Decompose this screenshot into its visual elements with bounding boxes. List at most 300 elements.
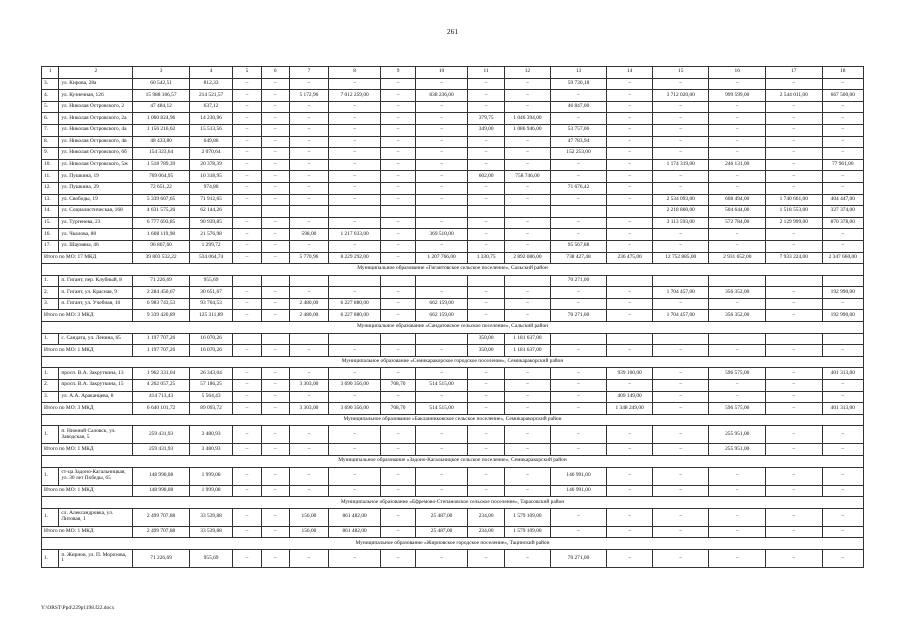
value-cell: – [468,78,505,90]
value-cell [822,275,863,287]
value-cell: 3 113 593,00 [652,217,709,229]
total-cell: 738 427,48 [550,252,607,264]
value-cell: – [381,159,416,171]
value-cell: – [607,298,653,310]
value-cell: – [766,171,823,183]
value-cell: 46 847,00 [550,101,607,113]
address-cell: ул. Чкалова, 88 [59,229,133,241]
address-cell: ул. Николая Островского, 4в [59,136,133,148]
value-cell: – [468,298,505,310]
value-cell: 602,00 [468,171,505,183]
total-cell: 534 064,74 [189,252,232,264]
value-cell: – [468,380,505,392]
value-cell: – [607,90,653,102]
value-cell: – [766,287,823,299]
total-row [42,444,864,456]
value-cell: – [468,229,505,241]
value-cell: 2 534 093,00 [652,194,709,206]
total-cell: – [233,252,261,264]
value-cell: – [709,113,766,125]
table-row [42,206,864,218]
table-row [42,136,864,148]
total-row [42,310,864,322]
value-cell: – [607,426,653,444]
address-cell: ст-ца Задоно-Кагальницкая, ул. 30 лет Победы, 65 [59,467,133,485]
value-cell: – [233,391,261,403]
table-row [42,287,864,299]
value-cell: 154 323,64 [133,148,190,160]
total-cell: 234,00 [468,526,505,538]
value-cell: – [550,287,607,299]
address-cell: ул. Шаумяна, 46 [59,240,133,252]
value-cell: – [415,391,467,403]
total-cell: – [505,310,551,322]
row-number: 10. [42,159,59,171]
value-cell: – [709,101,766,113]
value-cell: – [289,113,328,125]
value-cell: – [261,136,289,148]
value-cell: – [289,171,328,183]
value-cell: 637,12 [189,101,232,113]
total-cell: – [468,444,505,456]
value-cell: – [261,240,289,252]
row-number: 3. [42,78,59,90]
value-cell: 1 086 946,00 [505,124,551,136]
total-cell: – [261,444,289,456]
value-cell: – [822,171,863,183]
total-cell: – [550,526,607,538]
value-cell: 1 608 119,98 [133,229,190,241]
value-cell: 955,69 [189,549,232,567]
value-cell: – [381,240,416,252]
value-cell: – [607,182,653,194]
value-cell: – [261,391,289,403]
total-cell: 39 803 532,22 [133,252,190,264]
value-cell: 71 912,65 [189,194,232,206]
total-cell: 148 990,08 [133,485,190,497]
column-number: 4 [189,67,232,79]
value-cell: 59 730,18 [550,78,607,90]
value-cell: 2 544 011,00 [766,90,823,102]
value-cell: – [550,90,607,102]
value-cell: 156,00 [289,508,328,526]
value-cell: – [468,467,505,485]
value-cell: – [329,194,381,206]
total-label: Итого по МО: 1 МКД [42,444,133,456]
value-cell: – [381,229,416,241]
value-cell: – [329,148,381,160]
value-cell: 1 156 216,62 [133,124,190,136]
value-cell: – [289,426,328,444]
total-cell: 33 539,88 [189,526,232,538]
value-cell: – [505,368,551,380]
row-number: 1. [42,549,59,567]
municipality-section-row [42,356,864,368]
value-cell: – [766,101,823,113]
value-cell: 649,86 [189,136,232,148]
value-cell: – [505,217,551,229]
total-cell: 1 348 249,00 [607,403,653,415]
municipality-section-row [42,414,864,426]
value-cell: – [822,467,863,485]
value-cell: – [381,391,416,403]
value-cell: – [822,426,863,444]
value-cell: – [415,194,467,206]
total-cell: 3 303,00 [289,403,328,415]
value-cell: – [468,159,505,171]
value-cell: 1 518 789,39 [133,159,190,171]
value-cell: – [766,148,823,160]
row-number: 1. [42,508,59,526]
value-cell: – [468,217,505,229]
total-cell: 1 330,75 [468,252,505,264]
value-cell: – [289,217,328,229]
total-cell: – [822,485,863,497]
value-cell: – [550,426,607,444]
value-cell: – [607,78,653,90]
value-cell: – [261,368,289,380]
value-cell: 414 713,43 [133,391,190,403]
value-cell: – [289,194,328,206]
table-row [42,101,864,113]
value-cell [550,206,607,218]
address-cell: ул. Николая Островского, 4а [59,124,133,136]
value-cell: – [381,182,416,194]
total-cell: – [233,526,261,538]
value-cell: – [415,426,467,444]
total-row [42,403,864,415]
total-cell: – [550,403,607,415]
value-cell: 5 564,43 [189,391,232,403]
value-cell: 2 129 999,00 [766,217,823,229]
address-cell: ул. Николая Островского, 2а [59,113,133,125]
value-cell: 4 631 575,26 [133,206,190,218]
value-cell: – [381,467,416,485]
value-cell: – [415,148,467,160]
value-cell: 1 518 553,00 [766,206,823,218]
value-cell: – [468,194,505,206]
value-cell: – [505,194,551,206]
value-cell: – [261,298,289,310]
value-cell: – [505,298,551,310]
value-cell: – [381,136,416,148]
value-cell: – [822,549,863,567]
table-row [42,391,864,403]
value-cell: 838 236,00 [415,90,467,102]
page-number: 261 [446,27,459,36]
value-cell: 5 172,96 [289,90,328,102]
column-number: 11 [468,67,505,79]
total-cell: – [381,444,416,456]
value-cell: – [381,549,416,567]
value-cell: 514 515,00 [415,380,467,392]
value-cell: – [381,426,416,444]
value-cell: – [233,78,261,90]
value-cell: 4 262 057,25 [133,380,190,392]
value-cell: 409 149,00 [607,391,653,403]
total-cell: 16 070,26 [189,345,232,357]
total-cell: 70 271,00 [550,310,607,322]
total-label: Итого по МО: 1 МКД [42,526,133,538]
value-cell: – [652,426,709,444]
value-cell: – [766,229,823,241]
municipality-section-row [42,456,864,468]
total-cell: 3 480,93 [189,444,232,456]
value-cell: – [381,368,416,380]
value-cell: – [261,549,289,567]
table-row [42,78,864,90]
value-cell [289,275,328,287]
value-cell: – [550,298,607,310]
value-cell: – [233,171,261,183]
total-cell: – [505,444,551,456]
column-number: 13 [550,67,607,79]
value-cell: 246 131,00 [709,159,766,171]
value-cell: – [289,240,328,252]
value-cell: – [381,217,416,229]
value-cell: – [468,426,505,444]
value-cell [381,206,416,218]
value-cell: – [607,549,653,567]
value-cell: – [233,298,261,310]
row-number: 1. [42,426,59,444]
value-cell: – [550,368,607,380]
value-cell: 16 070,26 [189,333,232,345]
total-cell: – [289,485,328,497]
total-cell: – [415,485,467,497]
column-number: 8 [329,67,381,79]
total-cell: – [652,526,709,538]
value-cell: 2 218 860,00 [652,206,709,218]
row-number: 15. [42,217,59,229]
total-cell: – [329,485,381,497]
total-cell: – [415,444,467,456]
row-number: 12. [42,182,59,194]
value-cell: – [822,148,863,160]
value-cell: – [822,240,863,252]
column-number: 9 [381,67,416,79]
municipality-title: Муниципальное образование «Жирновское городское поселение», Тацинский район [42,538,864,550]
column-number: 6 [261,67,289,79]
value-cell: 30 651,67 [189,287,232,299]
value-cell: – [766,368,823,380]
value-cell: – [652,171,709,183]
value-cell: 2 070,64 [189,148,232,160]
value-cell: – [381,148,416,160]
value-cell: – [415,101,467,113]
value-cell: – [415,467,467,485]
value-cell: – [329,136,381,148]
value-cell: – [822,136,863,148]
municipality-title: Муниципальное образование «Сандатовское сельское поселение», Сальский район [42,322,864,334]
value-cell: – [505,229,551,241]
total-cell: 9 339 420,89 [133,310,190,322]
value-cell: – [329,182,381,194]
row-number: 9. [42,148,59,160]
value-cell: 234,00 [468,508,505,526]
table-row [42,368,864,380]
value-cell: 26 343,04 [189,368,232,380]
value-cell [415,275,467,287]
total-label: Итого по МО: 3 МКД [42,403,133,415]
total-row [42,485,864,497]
value-cell: – [329,113,381,125]
value-cell: 596 575,00 [709,368,766,380]
total-cell: – [381,310,416,322]
table-row [42,549,864,567]
value-cell: – [505,467,551,485]
value-cell: – [233,287,261,299]
value-cell: – [415,124,467,136]
value-cell: – [607,229,653,241]
value-cell: 95 567,88 [550,240,607,252]
value-cell: 33 539,88 [189,508,232,526]
value-cell: – [550,229,607,241]
value-cell: – [607,159,653,171]
value-cell [505,275,551,287]
value-cell: 47 484,12 [133,101,190,113]
value-cell: – [261,287,289,299]
value-cell: – [709,298,766,310]
value-cell: – [652,298,709,310]
value-cell: – [766,240,823,252]
value-cell: – [329,467,381,485]
value-cell: 870 378,00 [822,217,863,229]
value-cell [822,333,863,345]
value-cell: – [329,159,381,171]
total-cell: 2 892 086,00 [505,252,551,264]
total-cell: – [233,345,261,357]
value-cell: – [233,159,261,171]
housing-repair-table [41,66,864,568]
value-cell: – [652,229,709,241]
row-number: 17. [42,240,59,252]
municipality-title: Муниципальное образование «Ефремово-Степановское сельское поселение», Тарасовский район [42,497,864,509]
table-row [42,426,864,444]
value-cell: – [709,391,766,403]
total-cell: – [709,526,766,538]
value-cell: – [607,287,653,299]
total-cell: – [652,403,709,415]
value-cell: – [652,113,709,125]
total-cell: – [709,485,766,497]
municipality-title: Муниципальное образование «Гигантовское сельское поселение», Сальский район [42,264,864,276]
file-path: Y:\ORST\Ppd\229p1198.f22.docx [41,605,115,611]
table-row [42,380,864,392]
row-number: 4. [42,90,59,102]
value-cell: 2 499 707,88 [133,508,190,526]
value-cell: 861 482,00 [329,508,381,526]
value-cell: 70 271,00 [550,275,607,287]
total-cell: 1 181 637,00 [505,345,551,357]
value-cell: – [329,124,381,136]
value-cell [607,275,653,287]
value-cell: 1 740 661,00 [766,194,823,206]
value-cell: 812,33 [189,78,232,90]
value-cell: – [233,368,261,380]
total-cell: – [261,310,289,322]
total-cell: 156,00 [289,526,328,538]
address-cell: ул. Николая Островского, 6б [59,148,133,160]
value-cell: – [550,171,607,183]
value-cell: – [822,298,863,310]
table-row [42,194,864,206]
address-cell: ул. Кузнечная, 126 [59,90,133,102]
value-cell: – [607,124,653,136]
value-cell: 71 226,69 [133,275,190,287]
value-cell: – [607,171,653,183]
value-cell: – [505,148,551,160]
address-cell: п. Гигант, ул. Учебная, 10 [59,298,133,310]
row-number: 3. [42,298,59,310]
address-cell: ул. Тургенева, 23 [59,217,133,229]
value-cell: – [415,182,467,194]
value-cell: – [822,182,863,194]
value-cell: – [822,508,863,526]
value-cell: – [607,148,653,160]
value-cell: 3 690 356,00 [329,380,381,392]
total-cell: – [652,444,709,456]
total-cell: 861 482,00 [329,526,381,538]
value-cell: 1 299,72 [189,240,232,252]
value-cell: – [289,124,328,136]
value-cell: – [233,229,261,241]
table-row [42,124,864,136]
row-number: 1. [42,333,59,345]
value-cell: – [766,159,823,171]
total-cell: – [822,526,863,538]
column-number: 7 [289,67,328,79]
value-cell: – [607,467,653,485]
value-cell: – [233,113,261,125]
value-cell: 401 313,00 [822,368,863,380]
table-row [42,275,864,287]
value-cell: – [766,124,823,136]
row-number: 2. [42,380,59,392]
total-cell: 1 579 109,00 [505,526,551,538]
total-cell: – [822,345,863,357]
total-cell: 350,00 [468,345,505,357]
value-cell: 1 999,08 [189,467,232,485]
value-cell: – [505,287,551,299]
value-cell: – [505,90,551,102]
value-cell: 1 962 331,04 [133,368,190,380]
total-cell: – [652,485,709,497]
value-cell: 62 144,26 [189,206,232,218]
value-cell: 667 500,00 [822,90,863,102]
value-cell: 598,00 [289,229,328,241]
value-cell: – [233,182,261,194]
total-cell: – [381,345,416,357]
value-cell: 1 704 457,00 [652,287,709,299]
value-cell [652,275,709,287]
total-cell: – [289,345,328,357]
total-cell: – [766,345,823,357]
total-cell: 596 575,00 [709,403,766,415]
value-cell: 48 433,80 [133,136,190,148]
column-number: 3 [133,67,190,79]
total-cell: 401 313,00 [822,403,863,415]
value-cell: 192 990,00 [822,287,863,299]
total-row [42,252,864,264]
value-cell: 3 480,93 [189,426,232,444]
address-cell: просп. В.А. Закруткина, 13 [59,368,133,380]
value-cell: – [652,391,709,403]
value-cell: – [233,240,261,252]
value-cell: – [550,380,607,392]
value-cell: – [233,380,261,392]
value-cell [709,333,766,345]
